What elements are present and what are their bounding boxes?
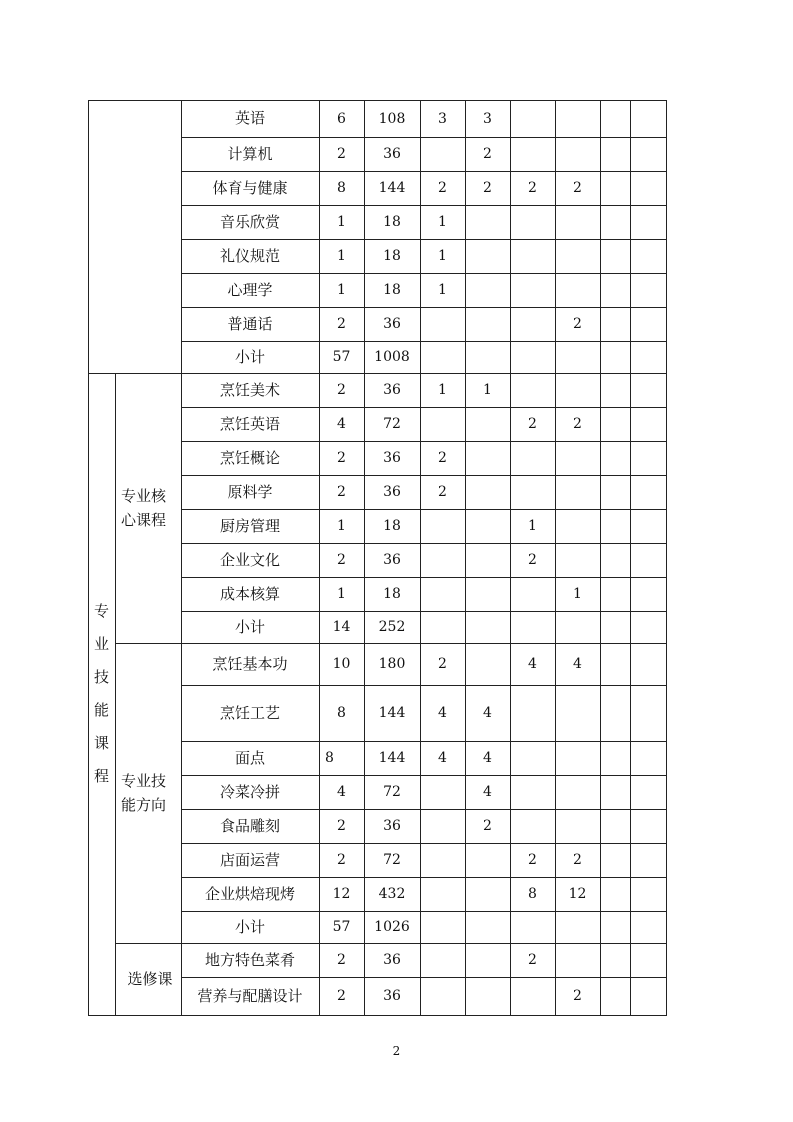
credits-cell: 57 bbox=[332, 349, 351, 365]
course-name: 计算机 bbox=[227, 144, 273, 163]
credits-cell: 1 bbox=[337, 282, 346, 298]
semester-4-cell: 2 bbox=[573, 988, 582, 1004]
course-name: 音乐欣赏 bbox=[219, 212, 280, 231]
credits-cell: 1 bbox=[337, 248, 346, 264]
hours-cell: 1008 bbox=[374, 349, 410, 365]
credits-cell: 57 bbox=[332, 919, 351, 935]
subtotal-label: 小计 bbox=[234, 917, 265, 936]
hours-cell: 36 bbox=[383, 818, 401, 834]
course-name: 烹饪美术 bbox=[219, 380, 280, 399]
course-name: 冷菜冷拼 bbox=[219, 782, 280, 801]
course-name: 食品雕刻 bbox=[219, 816, 280, 835]
semester-3-cell: 2 bbox=[528, 852, 537, 868]
hours-cell: 144 bbox=[378, 705, 406, 721]
course-name: 成本核算 bbox=[219, 584, 280, 603]
semester-3-cell: 2 bbox=[528, 416, 537, 432]
credits-cell: 2 bbox=[337, 988, 346, 1004]
credits-cell: 2 bbox=[337, 316, 346, 332]
course-name: 普通话 bbox=[227, 314, 273, 333]
course-name: 营养与配膳设计 bbox=[197, 986, 303, 1005]
credits-cell: 8 bbox=[325, 750, 334, 766]
course-name: 店面运营 bbox=[219, 850, 280, 869]
credits-cell: 2 bbox=[337, 146, 346, 162]
credits-cell: 14 bbox=[332, 619, 351, 635]
semester-3-cell: 4 bbox=[528, 656, 537, 672]
credits-cell: 1 bbox=[337, 586, 346, 602]
semester-4-cell: 4 bbox=[573, 656, 582, 672]
course-name: 烹饪基本功 bbox=[212, 654, 288, 673]
group-label-core-courses: 专业核心课程 bbox=[121, 487, 167, 529]
course-name: 原料学 bbox=[227, 482, 273, 501]
credits-cell: 10 bbox=[332, 656, 351, 672]
course-name: 厨房管理 bbox=[219, 516, 280, 535]
course-name: 企业文化 bbox=[219, 550, 280, 569]
semester-2-cell: 4 bbox=[483, 750, 492, 766]
semester-1-cell: 2 bbox=[438, 450, 447, 466]
credits-cell: 2 bbox=[337, 852, 346, 868]
semester-2-cell: 2 bbox=[483, 818, 492, 834]
hours-cell: 144 bbox=[378, 180, 406, 196]
semester-2-cell: 2 bbox=[483, 180, 492, 196]
semester-1-cell: 2 bbox=[438, 484, 447, 500]
subtotal-label: 小计 bbox=[234, 347, 265, 366]
credits-cell: 4 bbox=[337, 416, 346, 432]
credits-cell: 2 bbox=[337, 952, 346, 968]
hours-cell: 36 bbox=[383, 450, 401, 466]
course-name: 心理学 bbox=[227, 280, 273, 299]
page-number: 2 bbox=[392, 1044, 401, 1058]
hours-cell: 36 bbox=[383, 552, 401, 568]
credits-cell: 1 bbox=[337, 518, 346, 534]
semester-1-cell: 2 bbox=[438, 656, 447, 672]
credits-cell: 2 bbox=[337, 450, 346, 466]
credits-cell: 2 bbox=[337, 484, 346, 500]
credits-cell: 2 bbox=[337, 382, 346, 398]
semester-2-cell: 4 bbox=[483, 784, 492, 800]
course-name: 体育与健康 bbox=[212, 178, 288, 197]
semester-1-cell: 1 bbox=[438, 214, 447, 230]
semester-4-cell: 12 bbox=[568, 886, 587, 902]
course-name: 烹饪概论 bbox=[219, 448, 280, 467]
semester-3-cell: 1 bbox=[528, 518, 537, 534]
hours-cell: 18 bbox=[383, 586, 401, 602]
semester-4-cell: 2 bbox=[573, 416, 582, 432]
hours-cell: 432 bbox=[378, 886, 406, 902]
group-label-elective: 选修课 bbox=[127, 970, 173, 988]
hours-cell: 36 bbox=[383, 988, 401, 1004]
course-name: 烹饪英语 bbox=[219, 414, 280, 433]
semester-3-cell: 2 bbox=[528, 952, 537, 968]
credits-cell: 4 bbox=[337, 784, 346, 800]
semester-2-cell: 2 bbox=[483, 146, 492, 162]
group-label-professional-skill: 专业技能课程 bbox=[93, 602, 109, 785]
semester-4-cell: 2 bbox=[573, 180, 582, 196]
hours-cell: 36 bbox=[383, 484, 401, 500]
hours-cell: 18 bbox=[383, 248, 401, 264]
hours-cell: 36 bbox=[383, 382, 401, 398]
semester-1-cell: 2 bbox=[438, 180, 447, 196]
group-label-skill-direction: 专业技能方向 bbox=[121, 772, 167, 814]
semester-1-cell: 1 bbox=[438, 248, 447, 264]
credits-cell: 8 bbox=[337, 705, 346, 721]
semester-1-cell: 4 bbox=[438, 750, 447, 766]
hours-cell: 36 bbox=[383, 316, 401, 332]
semester-2-cell: 4 bbox=[483, 705, 492, 721]
semester-3-cell: 2 bbox=[528, 552, 537, 568]
hours-cell: 72 bbox=[383, 784, 401, 800]
hours-cell: 252 bbox=[378, 619, 406, 635]
semester-2-cell: 3 bbox=[483, 110, 492, 127]
table-rule bbox=[115, 373, 116, 1015]
hours-cell: 36 bbox=[383, 146, 401, 162]
credits-cell: 6 bbox=[337, 110, 346, 127]
semester-1-cell: 1 bbox=[438, 382, 447, 398]
hours-cell: 72 bbox=[383, 852, 401, 868]
semester-1-cell: 1 bbox=[438, 282, 447, 298]
credits-cell: 8 bbox=[337, 180, 346, 196]
semester-3-cell: 2 bbox=[528, 180, 537, 196]
course-name: 企业烘焙现烤 bbox=[204, 884, 295, 903]
course-name: 地方特色菜肴 bbox=[204, 950, 295, 969]
course-name: 礼仪规范 bbox=[219, 246, 280, 265]
credits-cell: 2 bbox=[337, 818, 346, 834]
hours-cell: 36 bbox=[383, 952, 401, 968]
hours-cell: 1026 bbox=[374, 919, 410, 935]
hours-cell: 18 bbox=[383, 214, 401, 230]
semester-4-cell: 1 bbox=[573, 586, 582, 602]
hours-cell: 18 bbox=[383, 518, 401, 534]
course-name: 面点 bbox=[234, 748, 265, 767]
hours-cell: 180 bbox=[378, 656, 406, 672]
semester-1-cell: 4 bbox=[438, 705, 447, 721]
table-rule bbox=[88, 1015, 667, 1016]
hours-cell: 144 bbox=[378, 750, 406, 766]
semester-4-cell: 2 bbox=[573, 852, 582, 868]
credits-cell: 12 bbox=[332, 886, 351, 902]
semester-3-cell: 8 bbox=[528, 886, 537, 902]
hours-cell: 108 bbox=[378, 110, 406, 127]
semester-2-cell: 1 bbox=[483, 382, 492, 398]
semester-4-cell: 2 bbox=[573, 316, 582, 332]
hours-cell: 18 bbox=[383, 282, 401, 298]
credits-cell: 1 bbox=[337, 214, 346, 230]
hours-cell: 72 bbox=[383, 416, 401, 432]
subtotal-label: 小计 bbox=[234, 617, 265, 636]
semester-1-cell: 3 bbox=[438, 110, 447, 127]
course-name: 英语 bbox=[234, 109, 265, 127]
course-name: 烹饪工艺 bbox=[219, 703, 280, 722]
credits-cell: 2 bbox=[337, 552, 346, 568]
